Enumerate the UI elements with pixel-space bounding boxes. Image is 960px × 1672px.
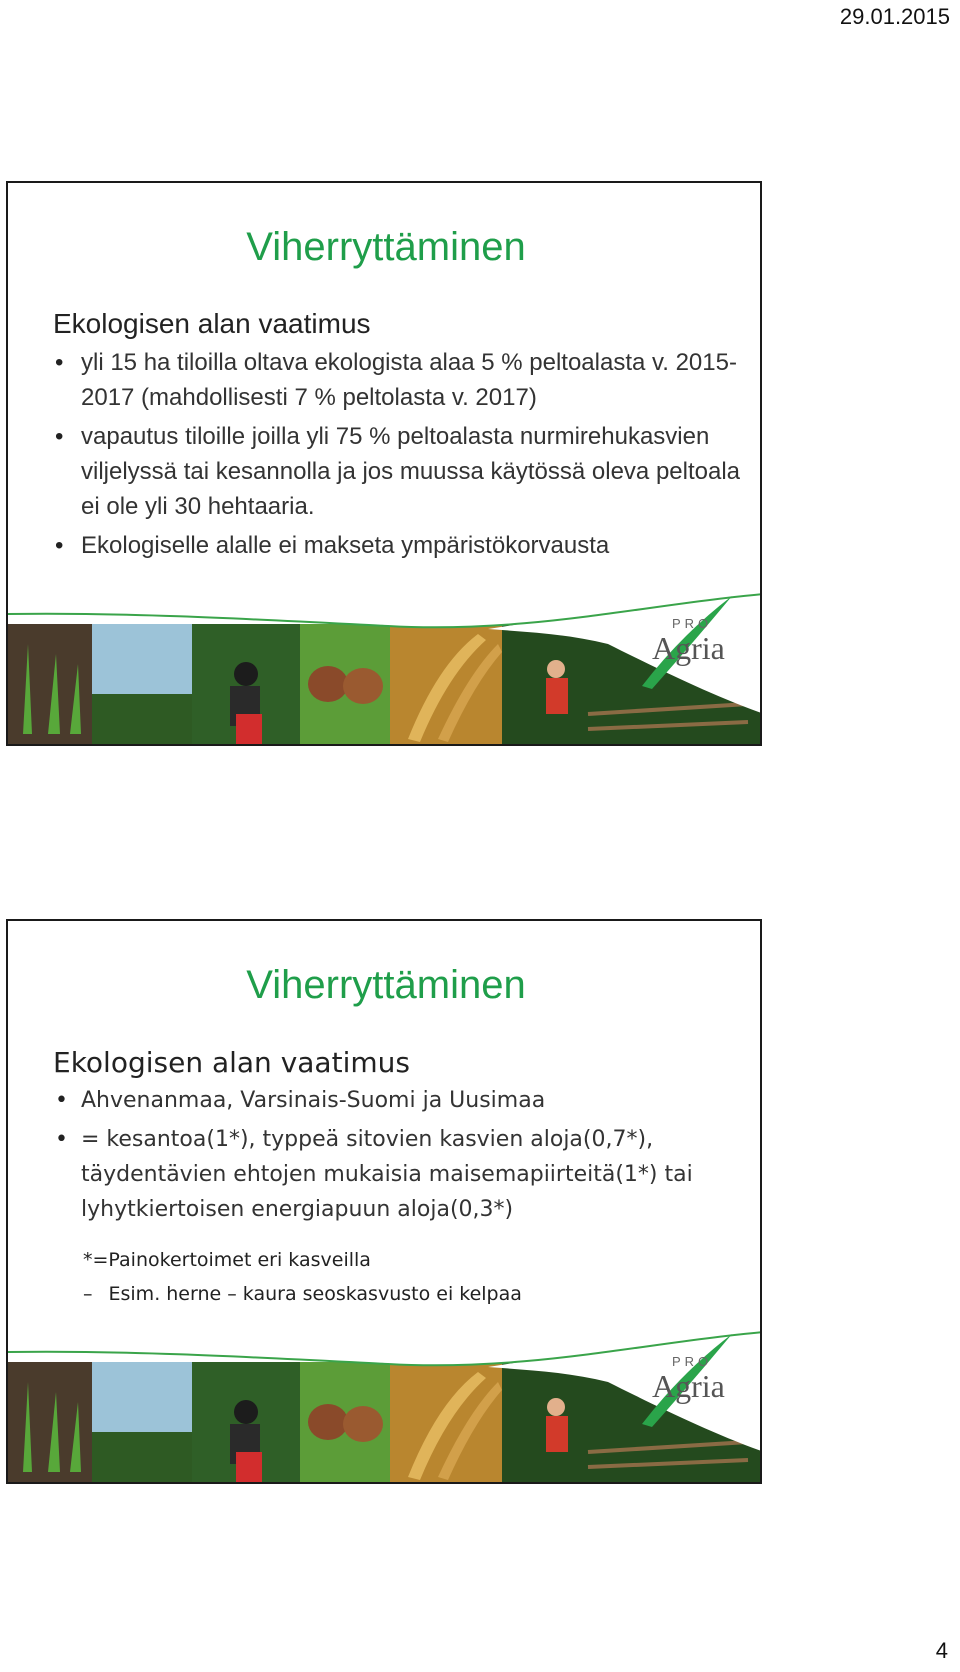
bullet-item: • vapautus tiloille joilla yli 75 % peltoalasta nurmirehukasvien viljelyssä tai kesannolla ja jos muussa käytössä oleva peltoala ei ole yli 30 hehtaaria.	[53, 419, 743, 524]
bullet-list	[53, 345, 743, 567]
slide-2	[6, 919, 762, 1484]
photo-strip	[8, 1312, 762, 1482]
slide-title: Viherryttäminen	[246, 225, 526, 269]
logo-pro-text: PRO	[672, 1354, 713, 1369]
slide-1	[6, 181, 762, 746]
logo-pro-text: PRO	[672, 616, 713, 631]
bullet-item: • yli 15 ha tiloilla oltava ekologista alaa 5 % peltoalasta v. 2015-2017 (mahdollisesti 7 % peltolasta v. 2017)	[53, 345, 743, 415]
logo-agria-text: Agria	[652, 630, 725, 666]
page-date: 29.01.2015	[839, 4, 950, 29]
photo-strip	[8, 574, 762, 744]
bullet-item: • Ekologiselle alalle ei makseta ympäristökorvausta	[53, 528, 743, 563]
bullet-item: • Ahvenanmaa, Varsinais-Suomi ja Uusimaa	[53, 1083, 743, 1118]
bullet-list	[53, 1083, 743, 1231]
proagria-logo	[622, 1332, 742, 1427]
slide-title: Viherryttäminen	[246, 963, 526, 1007]
slide-subheading: Ekologisen alan vaatimus	[53, 1046, 410, 1079]
bullet-item: • = kesantoa(1*), typpeä sitovien kasvien aloja(0,7*), täydentävien ehtojen mukaisia maisemapiirteitä(1*) tai lyhytkiertoisen energiapuun aloja(0,3*)	[53, 1122, 743, 1227]
slide-subheading: Ekologisen alan vaatimus	[53, 308, 371, 339]
page-number: 4	[935, 1638, 948, 1663]
proagria-logo	[622, 594, 742, 689]
logo-agria-text: Agria	[652, 1368, 725, 1404]
sub-bullet: – Esim. herne – kaura seoskasvusto ei kelpaa	[83, 1283, 522, 1305]
note-text: *=Painokertoimet eri kasveilla	[83, 1249, 371, 1271]
